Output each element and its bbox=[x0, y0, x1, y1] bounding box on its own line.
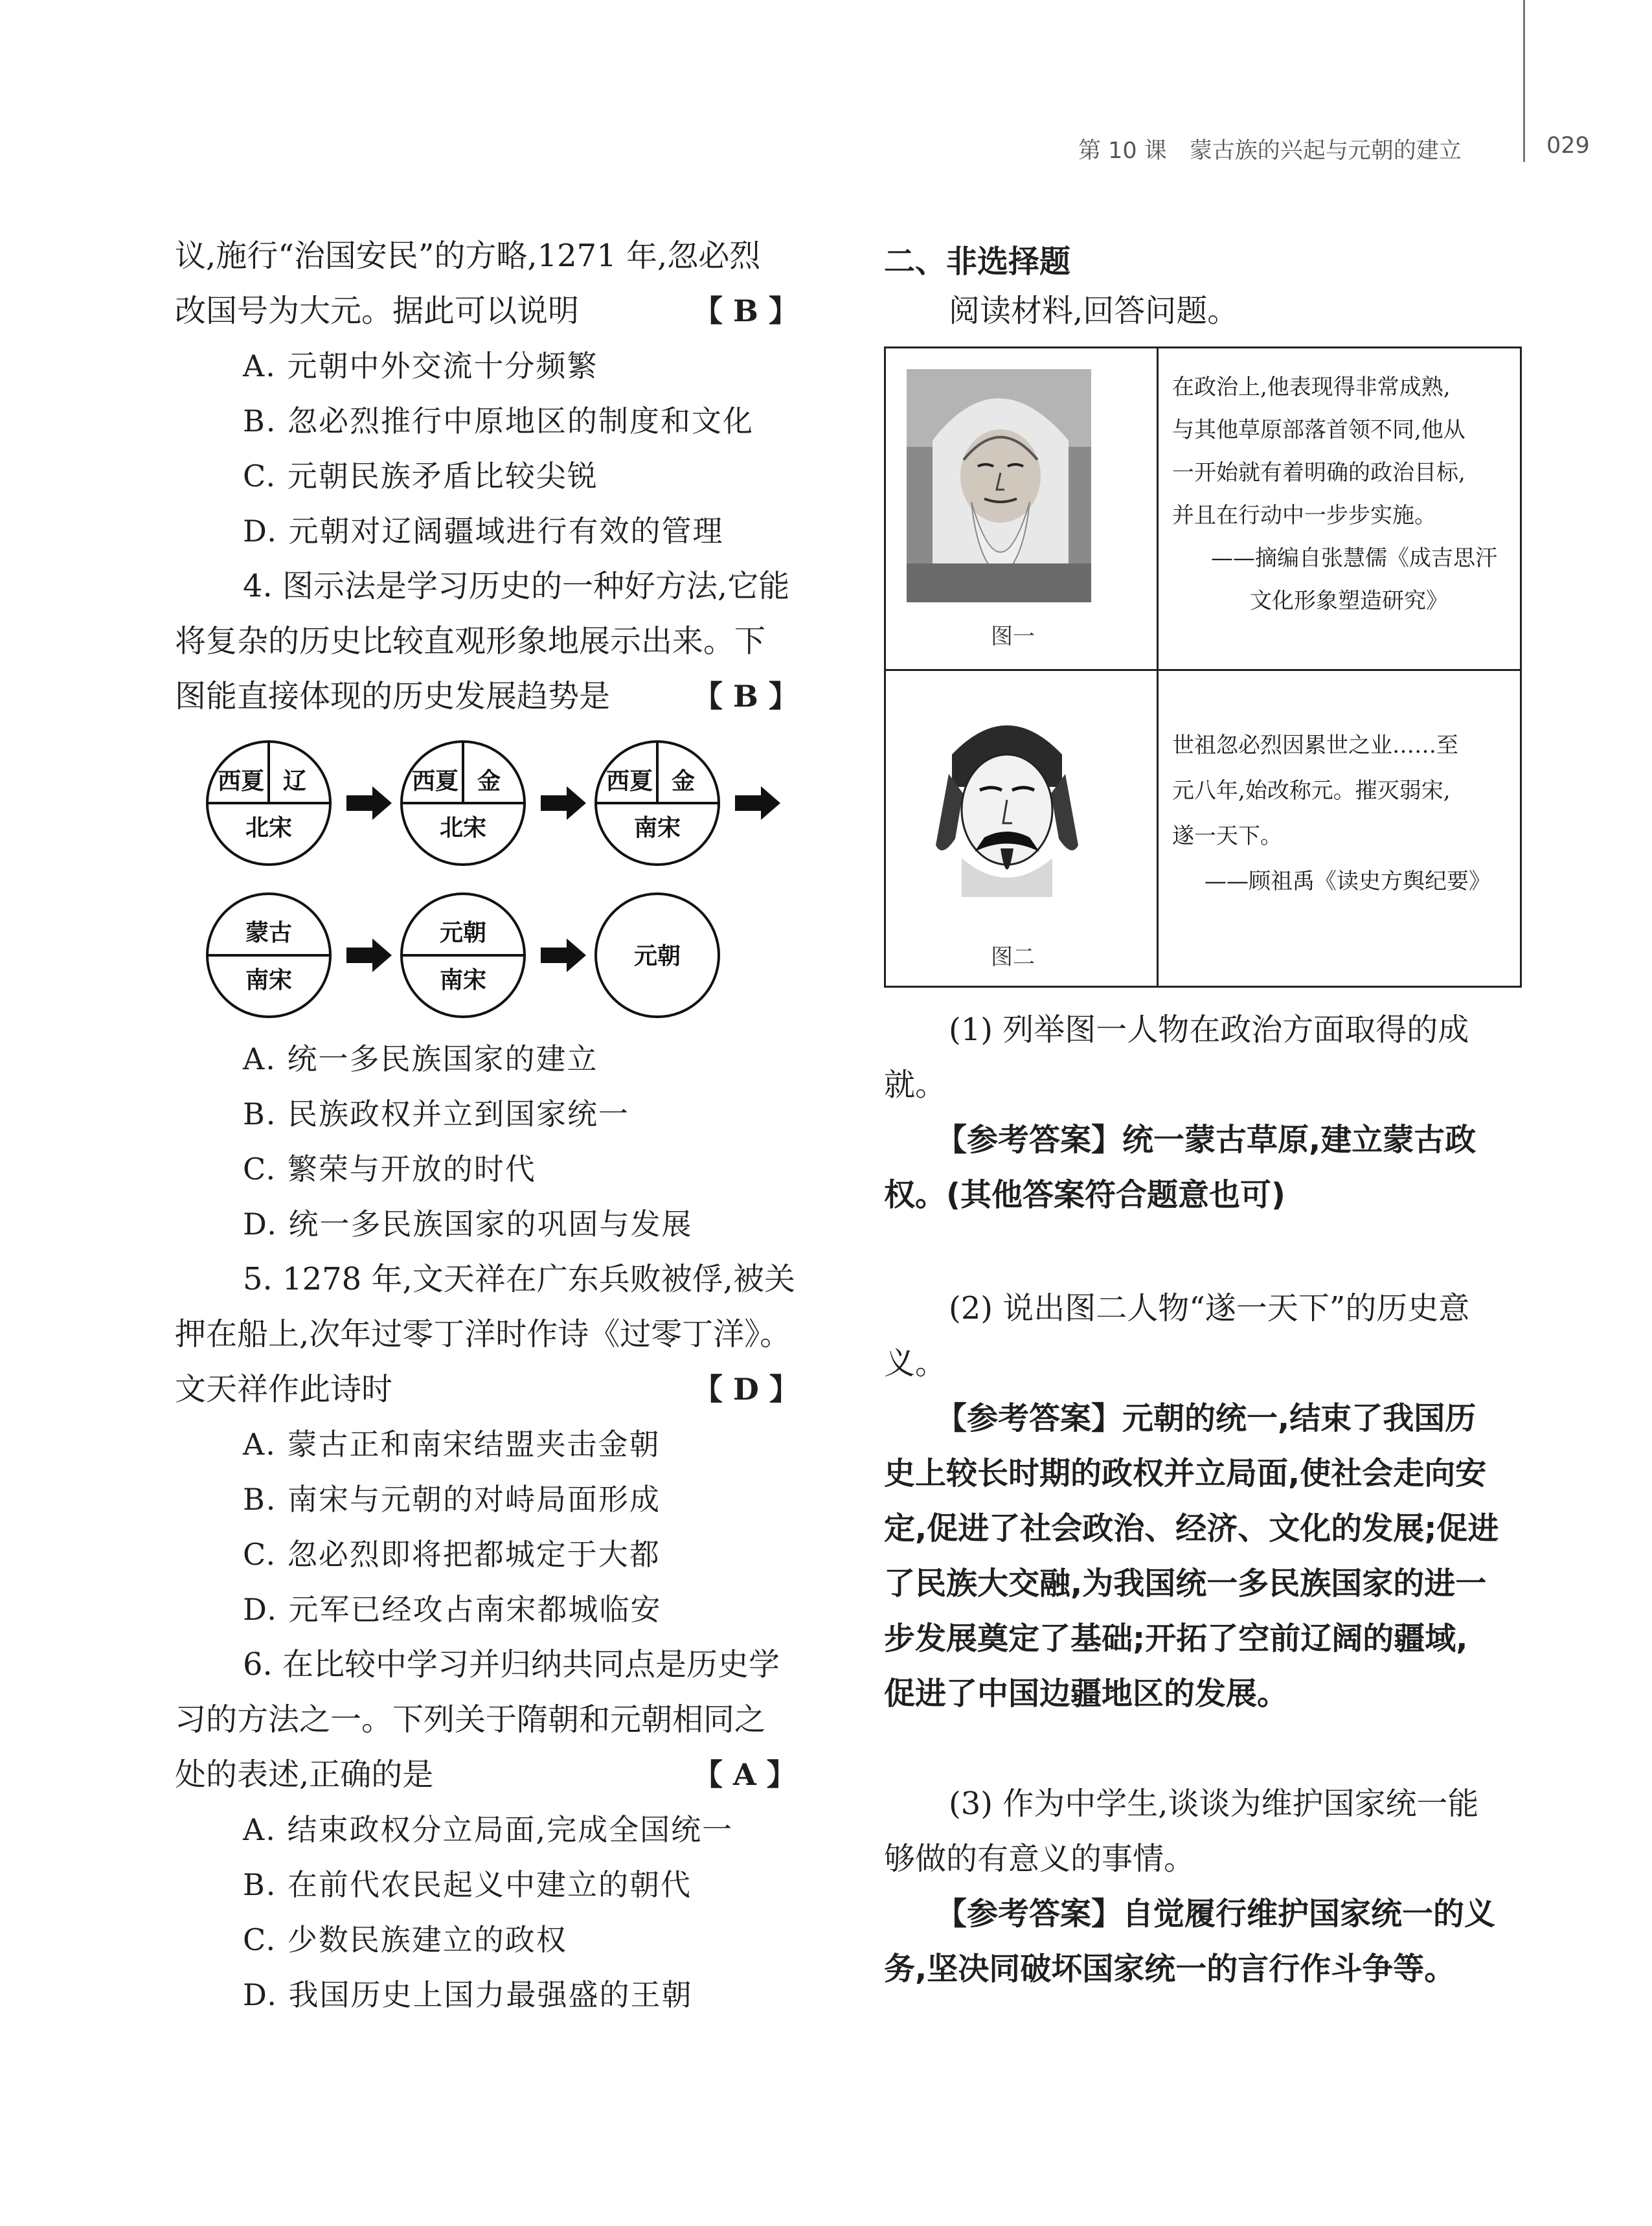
rq2-answer-4: 了民族大交融,为我国统一多民族国家的进一 bbox=[884, 1565, 1487, 1602]
q4-option-b: B. 民族政权并立到国家统一 bbox=[243, 1096, 630, 1131]
q5-line-2: 押在船上,次年过零丁洋时作诗《过零丁洋》。 bbox=[175, 1316, 791, 1352]
rq1-line-1: (1) 列举图一人物在政治方面取得的成 bbox=[949, 1012, 1469, 1048]
arrow-3 bbox=[735, 786, 780, 820]
q6-line-1: 6. 在比较中学习并归纳共同点是历史学 bbox=[243, 1646, 780, 1683]
q6-option-b: B. 在前代农民起义中建立的朝代 bbox=[243, 1867, 692, 1902]
q4-line-2: 将复杂的历史比较直观形象地展示出来。下 bbox=[175, 623, 766, 659]
q6-line-3: 处的表述,正确的是 bbox=[175, 1756, 434, 1793]
rq1-answer-1: 【参考答案】统一蒙古草原,建立蒙古政 bbox=[936, 1122, 1477, 1158]
kublai-khan-portrait bbox=[923, 703, 1091, 897]
rq2-line-2: 义。 bbox=[884, 1345, 947, 1381]
q3-option-a: A. 元朝中外交流十分频繁 bbox=[243, 348, 598, 383]
c1-b: 北宋 bbox=[245, 815, 293, 841]
header-lesson-title: 第 10 课 蒙古族的兴起与元朝的建立 bbox=[1078, 138, 1462, 164]
rq2-answer-6: 促进了中国边疆地区的发展。 bbox=[884, 1675, 1289, 1712]
q6-line-2: 习的方法之一。下列关于隋朝和元朝相同之 bbox=[175, 1701, 766, 1738]
q5-option-a: A. 蒙古正和南宋结盟夹击金朝 bbox=[243, 1427, 661, 1462]
q6-option-c: C. 少数民族建立的政权 bbox=[243, 1922, 567, 1957]
fig2-source: ——顾祖禹《读史方舆纪要》 bbox=[1205, 869, 1491, 894]
fig2-caption: 图二 bbox=[991, 944, 1035, 970]
rq3-line-2: 够做的有意义的事情。 bbox=[884, 1841, 1195, 1877]
rq3-answer-1: 【参考答案】自觉履行维护国家统一的义 bbox=[936, 1896, 1496, 1932]
q5-option-b: B. 南宋与元朝的对峙局面形成 bbox=[243, 1482, 661, 1517]
q5-answer: 【 D 】 bbox=[693, 1372, 799, 1407]
rq1-line-2: 就。 bbox=[884, 1067, 947, 1103]
q4-option-a: A. 统一多民族国家的建立 bbox=[243, 1041, 598, 1076]
rq2-answer-3: 定,促进了社会政治、经济、文化的发展;促进 bbox=[884, 1510, 1499, 1547]
rq3-line-1: (3) 作为中学生,谈谈为维护国家统一能 bbox=[949, 1786, 1479, 1822]
section-title: 二、非选择题 bbox=[884, 244, 1071, 280]
c5-t: 元朝 bbox=[439, 920, 487, 946]
fig1-text-2: 与其他草原部落首领不同,他从 bbox=[1172, 417, 1465, 443]
c2-b: 北宋 bbox=[439, 815, 487, 841]
q3-answer: 【 B 】 bbox=[693, 293, 798, 328]
q3-option-b: B. 忽必烈推行中原地区的制度和文化 bbox=[243, 403, 754, 438]
q6-option-d: D. 我国历史上国力最强盛的王朝 bbox=[243, 1977, 693, 2012]
rq1-answer-2: 权。(其他答案符合题意也可) bbox=[884, 1177, 1285, 1213]
c5-b: 南宋 bbox=[439, 967, 487, 994]
dynasty-diagram bbox=[194, 738, 803, 1023]
rq3-answer-2: 务,坚决同破坏国家统一的言行作斗争等。 bbox=[884, 1951, 1456, 1987]
header-vertical-rule bbox=[1523, 0, 1525, 162]
rq2-answer-5: 步发展奠定了基础;开拓了空前辽阔的疆域, bbox=[884, 1620, 1468, 1657]
q5-line-1: 5. 1278 年,文天祥在广东兵败被俘,被关 bbox=[243, 1261, 795, 1297]
table-vline bbox=[1157, 348, 1159, 986]
arrow-1 bbox=[346, 786, 392, 820]
c3-tl: 西夏 bbox=[605, 768, 653, 795]
rq2-answer-1: 【参考答案】元朝的统一,结束了我国历 bbox=[936, 1400, 1477, 1437]
q3-line-1: 议,施行“治国安民”的方略,1271 年,忽必烈 bbox=[175, 238, 761, 274]
fig1-text-3: 一开始就有着明确的政治目标, bbox=[1172, 460, 1465, 486]
c6-c: 元朝 bbox=[633, 943, 681, 970]
fig1-source-2: 文化形象塑造研究》 bbox=[1250, 588, 1448, 614]
table-hline bbox=[886, 669, 1520, 671]
page-number: 029 bbox=[1546, 133, 1590, 159]
c4-t: 蒙古 bbox=[245, 920, 293, 946]
arrow-5 bbox=[541, 938, 586, 972]
q4-option-d: D. 统一多民族国家的巩固与发展 bbox=[243, 1207, 693, 1242]
reading-intro: 阅读材料,回答问题。 bbox=[949, 293, 1239, 329]
q5-line-3: 文天祥作此诗时 bbox=[175, 1371, 393, 1407]
diagram-circle-6 bbox=[596, 894, 719, 1017]
fig2-text-3: 遂一天下。 bbox=[1172, 823, 1282, 849]
c2-tl: 西夏 bbox=[411, 768, 459, 795]
c1-tr: 辽 bbox=[282, 768, 307, 795]
q6-answer: 【 A 】 bbox=[693, 1757, 797, 1792]
q4-answer: 【 B 】 bbox=[693, 679, 798, 714]
fig2-text-2: 元八年,始改称元。摧灭弱宋, bbox=[1172, 778, 1451, 804]
q5-option-c: C. 忽必烈即将把都城定于大都 bbox=[243, 1537, 661, 1572]
q4-option-c: C. 繁荣与开放的时代 bbox=[243, 1152, 536, 1187]
c1-tl: 西夏 bbox=[217, 768, 265, 795]
diagram-circle-2 bbox=[402, 742, 525, 865]
q6-option-a: A. 结束政权分立局面,完成全国统一 bbox=[243, 1812, 734, 1847]
fig2-text-1: 世祖忽必烈因累世之业……至 bbox=[1172, 733, 1458, 758]
arrow-2 bbox=[541, 786, 586, 820]
diagram-circle-5 bbox=[402, 894, 525, 1017]
q4-line-3: 图能直接体现的历史发展趋势是 bbox=[175, 678, 611, 714]
rq2-answer-2: 史上较长时期的政权并立局面,使社会走向安 bbox=[884, 1455, 1487, 1492]
q3-line-2: 改国号为大元。据此可以说明 bbox=[175, 293, 580, 329]
diagram-circle-3 bbox=[596, 742, 719, 865]
c3-b: 南宋 bbox=[633, 815, 681, 841]
genghis-khan-portrait bbox=[907, 369, 1091, 602]
rq2-line-1: (2) 说出图二人物“遂一天下”的历史意 bbox=[949, 1290, 1470, 1326]
c4-b: 南宋 bbox=[245, 967, 293, 994]
diagram-circle-1 bbox=[207, 742, 330, 865]
fig1-text-4: 并且在行动中一步步实施。 bbox=[1172, 503, 1436, 528]
q3-option-d: D. 元朝对辽阔疆域进行有效的管理 bbox=[243, 514, 724, 549]
arrow-4 bbox=[346, 938, 392, 972]
fig1-caption: 图一 bbox=[991, 624, 1035, 650]
q4-line-1: 4. 图示法是学习历史的一种好方法,它能 bbox=[243, 568, 790, 604]
c3-tr: 金 bbox=[671, 768, 696, 795]
diagram-circle-4 bbox=[207, 894, 330, 1017]
fig1-text-1: 在政治上,他表现得非常成熟, bbox=[1172, 374, 1451, 400]
q5-option-d: D. 元军已经攻占南宋都城临安 bbox=[243, 1592, 662, 1627]
q3-option-c: C. 元朝民族矛盾比较尖锐 bbox=[243, 459, 598, 494]
fig1-source-1: ——摘编自张慧儒《成吉思汗 bbox=[1211, 545, 1497, 571]
c2-tr: 金 bbox=[477, 768, 501, 795]
